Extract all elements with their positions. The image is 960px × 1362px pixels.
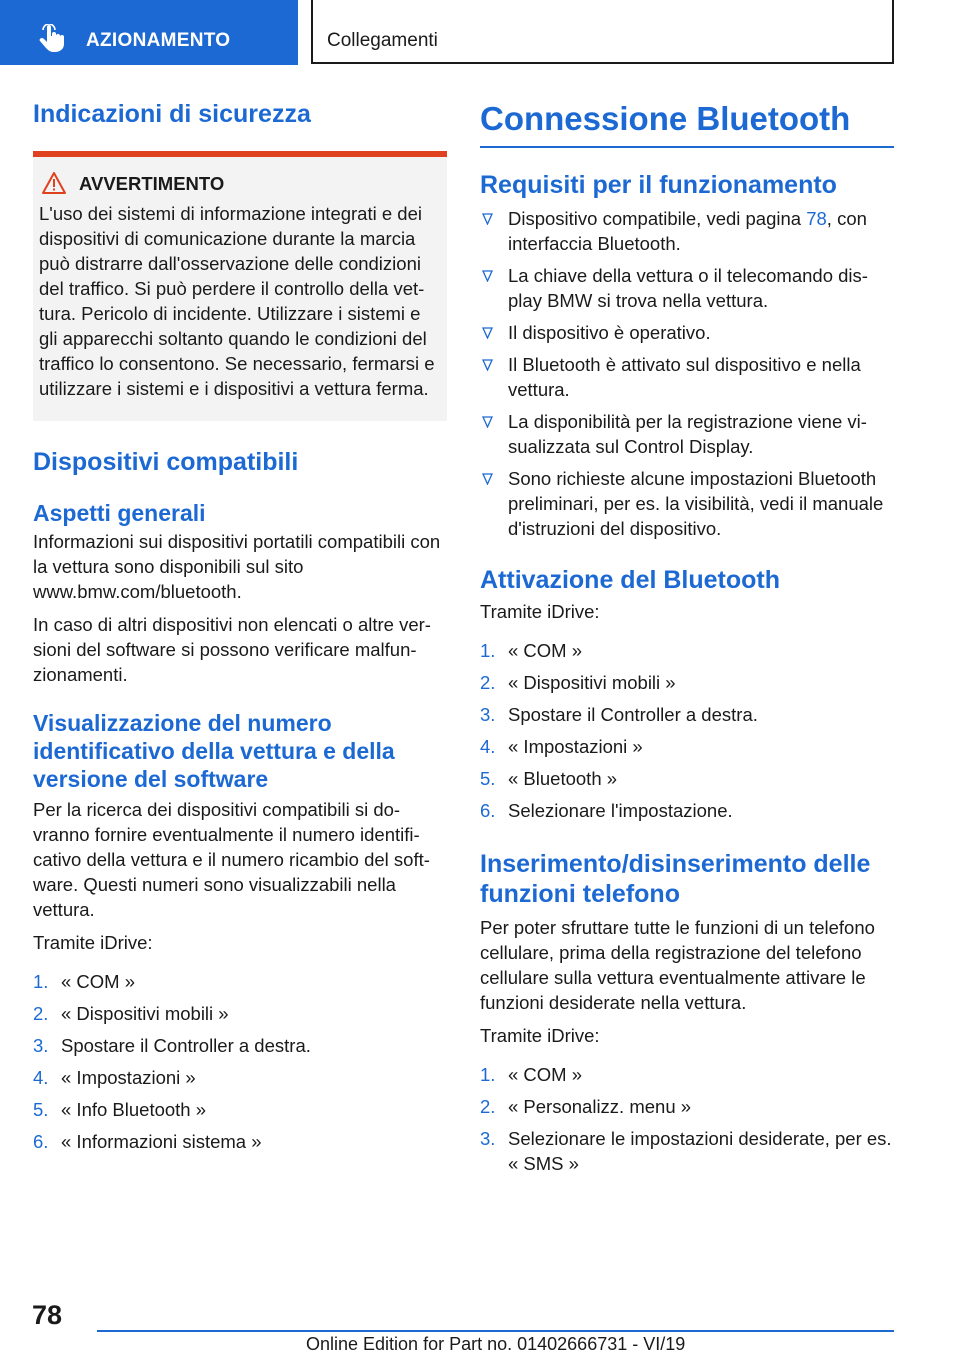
list-item bbox=[33, 1033, 447, 1058]
ident-steps bbox=[33, 969, 447, 1154]
list-item bbox=[480, 766, 894, 791]
left-column bbox=[33, 100, 447, 1154]
list-item bbox=[480, 702, 894, 727]
warning-box bbox=[33, 151, 447, 421]
step-number: 4. bbox=[480, 736, 496, 757]
general-paragraph-1: Informazioni sui dispositivi portatili compatibili con la vettura sono disponibili sul sito www.bmw.com/bluetooth. bbox=[33, 531, 441, 602]
activation-heading: Attivazione del Bluetooth bbox=[480, 566, 780, 594]
warning-text: L'uso dei sistemi di informazione integrati e dei dispositivi di comunicazione durante la marcia può distrarre dall'osservazione delle condizioni del traffico. Si può perdere il controllo della vet-tura. Pericolo di incidente. Utilizzare i sistemi e gli apparecchi soltanto quando le condizioni del traffico lo consentono. Se necessario, fermarsi e utilizzare i sistemi e i dispositivi a vettura ferma. bbox=[39, 203, 435, 399]
step-text: « Informazioni sistema » bbox=[61, 1131, 262, 1152]
step-number: 5. bbox=[480, 768, 496, 789]
step-number: 2. bbox=[33, 1003, 49, 1024]
list-item bbox=[480, 734, 894, 759]
step-number: 2. bbox=[480, 672, 496, 693]
step-number: 5. bbox=[33, 1099, 49, 1120]
req-text: La disponibilità per la registrazione viene vi-sualizzata sul Control Display. bbox=[508, 411, 867, 457]
phone-paragraph-2: Tramite iDrive: bbox=[480, 1025, 600, 1046]
list-item bbox=[480, 352, 894, 402]
step-text: « COM » bbox=[508, 1064, 583, 1085]
step-number: 1. bbox=[33, 971, 49, 992]
step-text: « Impostazioni » bbox=[61, 1067, 196, 1088]
chapter-header bbox=[311, 0, 894, 64]
step-text: « Personalizz. menu » bbox=[508, 1096, 692, 1117]
right-column bbox=[480, 100, 894, 1176]
step-text: « Dispositivi mobili » bbox=[508, 672, 676, 693]
list-item bbox=[480, 670, 894, 695]
req-text: Dispositivo compatibile, vedi pagina bbox=[508, 208, 807, 229]
req-text: La chiave della vettura o il telecomando dis-play BMW si trova nella vettura. bbox=[508, 265, 868, 311]
ident-paragraph-2: Tramite iDrive: bbox=[33, 932, 153, 953]
compat-heading: Dispositivi compatibili bbox=[33, 448, 299, 476]
step-number: 4. bbox=[33, 1067, 49, 1088]
phone-paragraph-1: Per poter sfruttare tutte le funzioni di un telefono cellulare, prima della registrazione del telefono cellulare sulla vettura eventualmente attivare le funzioni desiderate nella vettura. bbox=[480, 917, 875, 1013]
list-item bbox=[33, 969, 447, 994]
req-list bbox=[480, 206, 894, 541]
step-number: 3. bbox=[480, 1128, 496, 1149]
main-heading: Connessione Bluetooth bbox=[480, 100, 851, 137]
step-text: « Info Bluetooth » bbox=[61, 1099, 207, 1120]
chapter-label: Collegamenti bbox=[327, 30, 438, 51]
footer-divider bbox=[97, 1330, 894, 1332]
triangle-bullet-icon bbox=[482, 213, 493, 225]
list-item bbox=[33, 1097, 447, 1122]
req-text-after-link: , con interfaccia Bluetooth. bbox=[508, 208, 867, 254]
triangle-bullet-icon bbox=[482, 270, 493, 282]
warning-title: AVVERTIMENTO bbox=[79, 173, 225, 194]
step-number: 1. bbox=[480, 1064, 496, 1085]
list-item bbox=[480, 1126, 894, 1176]
step-number: 2. bbox=[480, 1096, 496, 1117]
step-number: 3. bbox=[480, 704, 496, 725]
warning-title-row bbox=[79, 173, 439, 195]
heading-divider bbox=[480, 146, 894, 148]
list-item bbox=[480, 638, 894, 663]
step-text: Selezionare l'impostazione. bbox=[508, 800, 733, 821]
step-text: Spostare il Controller a destra. bbox=[508, 704, 758, 725]
step-text: « COM » bbox=[508, 640, 583, 661]
general-heading: Aspetti generali bbox=[33, 500, 206, 526]
step-number: 3. bbox=[33, 1035, 49, 1056]
list-item bbox=[480, 263, 894, 313]
req-text: Il dispositivo è operativo. bbox=[508, 322, 711, 343]
list-item bbox=[480, 320, 894, 345]
triangle-bullet-icon bbox=[482, 327, 493, 339]
list-item bbox=[33, 1065, 447, 1090]
step-text: « Bluetooth » bbox=[508, 768, 618, 789]
safety-heading: Indicazioni di sicurezza bbox=[33, 100, 311, 128]
list-item bbox=[480, 409, 894, 459]
activation-steps bbox=[480, 638, 894, 823]
step-text: « Impostazioni » bbox=[508, 736, 643, 757]
req-text: Sono richieste alcune impostazioni Bluetooth preliminari, per es. la visibilità, vedi il manuale d'istruzioni del dispositivo. bbox=[508, 468, 884, 539]
step-number: 1. bbox=[480, 640, 496, 661]
list-item bbox=[480, 206, 894, 256]
hand-touch-icon bbox=[36, 24, 66, 54]
list-item bbox=[33, 1001, 447, 1026]
triangle-bullet-icon bbox=[482, 359, 493, 371]
phone-steps bbox=[480, 1062, 894, 1176]
ident-heading: Visualizzazione del numero identificativo della vettura e della versione del software bbox=[33, 710, 395, 792]
triangle-bullet-icon bbox=[482, 416, 493, 428]
warning-triangle-icon bbox=[41, 171, 67, 195]
list-item bbox=[480, 798, 894, 823]
step-number: 6. bbox=[480, 800, 496, 821]
section-label: AZIONAMENTO bbox=[86, 30, 231, 51]
step-number: 6. bbox=[33, 1131, 49, 1152]
triangle-bullet-icon bbox=[482, 473, 493, 485]
section-tab[interactable] bbox=[0, 0, 298, 65]
list-item bbox=[480, 1062, 894, 1087]
step-text: Spostare il Controller a destra. bbox=[61, 1035, 311, 1056]
page-number: 78 bbox=[32, 1300, 63, 1330]
list-item bbox=[33, 1129, 447, 1154]
general-paragraph-2: In caso di altri dispositivi non elencati o altre ver-sioni del software si possono verificare malfun-zionamenti. bbox=[33, 614, 431, 685]
ident-paragraph-1: Per la ricerca dei dispositivi compatibili si do-vranno fornire eventualmente il numero identifi-cativo della vettura e il numero ricambio del soft-ware. Questi numeri sono visualizzabili nella vettura. bbox=[33, 799, 430, 920]
phone-heading: Inserimento/disinserimento delle funzioni telefono bbox=[480, 850, 871, 908]
list-item bbox=[480, 466, 894, 541]
step-text: « Dispositivi mobili » bbox=[61, 1003, 229, 1024]
activation-intro: Tramite iDrive: bbox=[480, 601, 600, 622]
list-item bbox=[480, 1094, 894, 1119]
req-heading: Requisiti per il funzionamento bbox=[480, 171, 837, 199]
page-link[interactable]: 78 bbox=[806, 208, 827, 229]
step-text: Selezionare le impostazioni desiderate, per es. « SMS » bbox=[508, 1128, 892, 1174]
req-text: Il Bluetooth è attivato sul dispositivo e nella vettura. bbox=[508, 354, 861, 400]
edition-text: Online Edition for Part no. 01402666731 - VI/19 bbox=[306, 1334, 686, 1354]
step-text: « COM » bbox=[61, 971, 136, 992]
